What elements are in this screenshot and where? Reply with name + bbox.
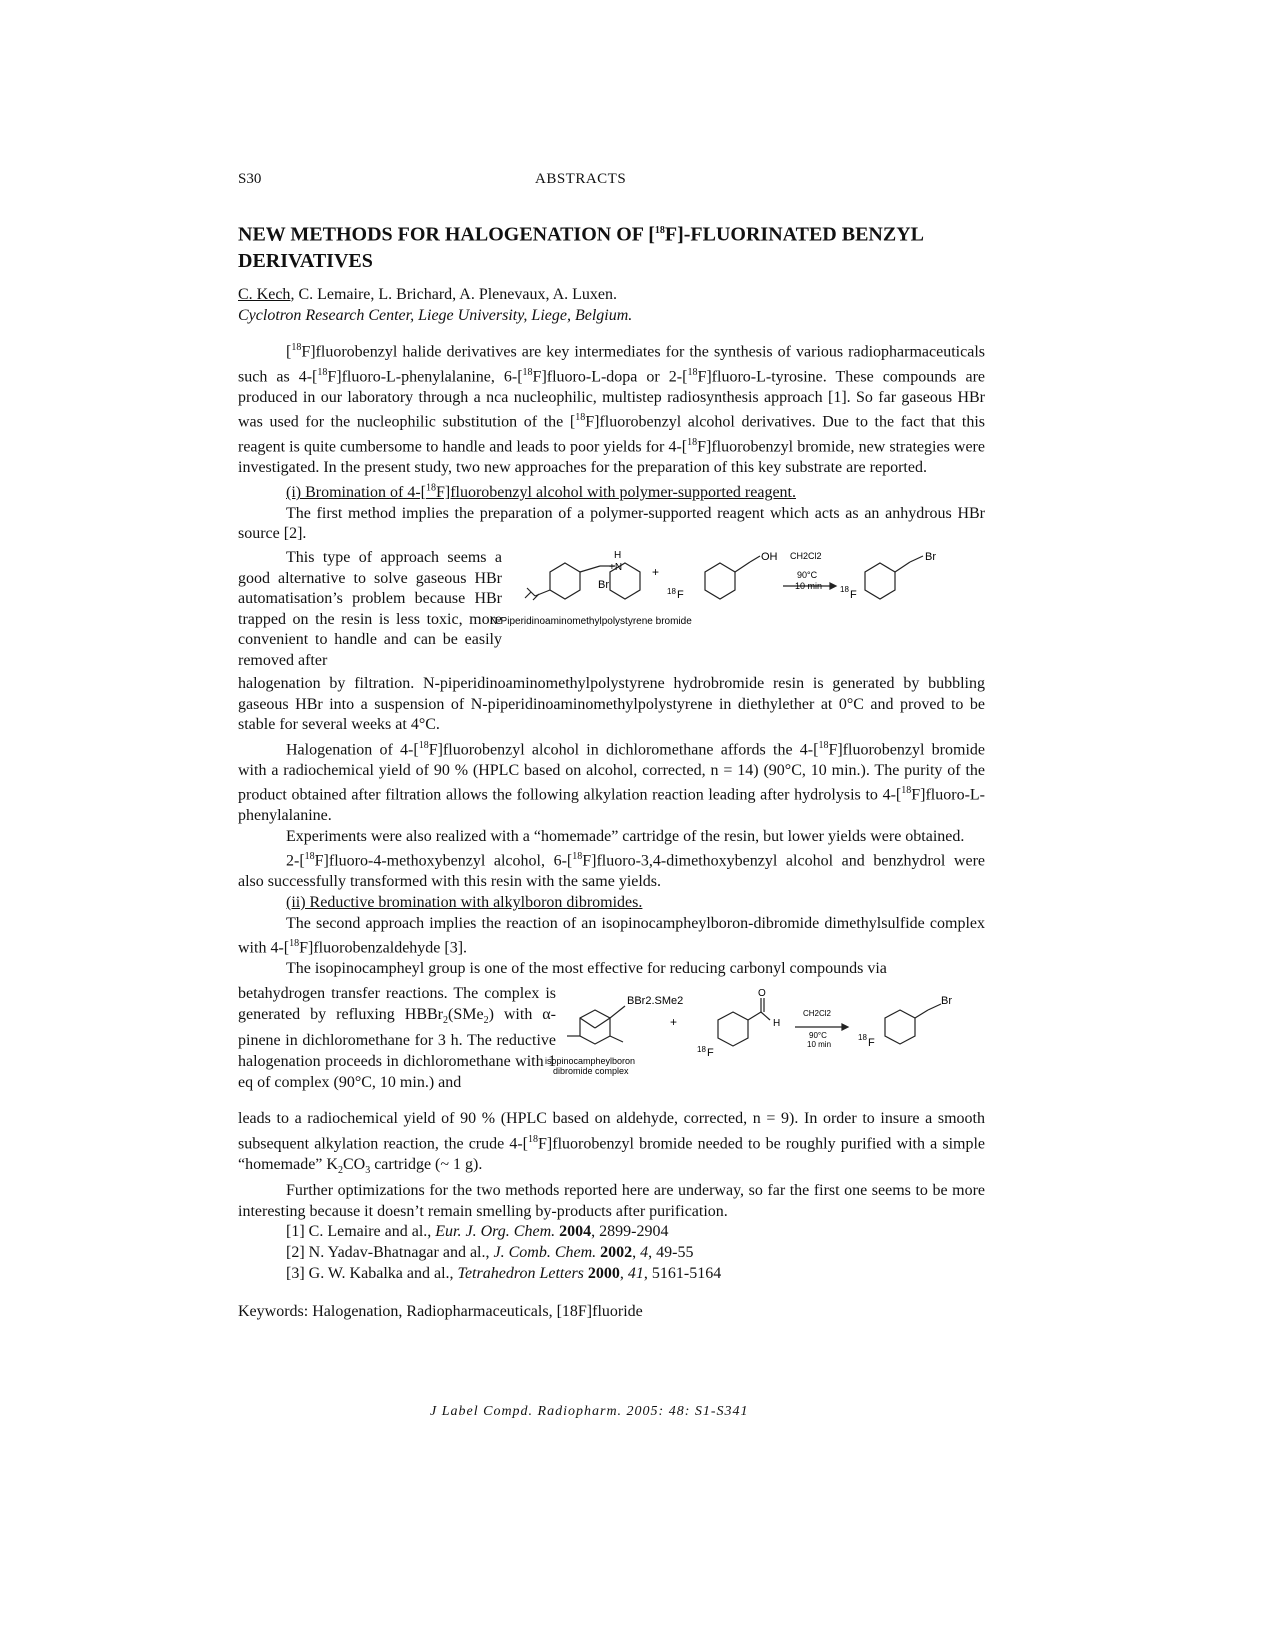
- paragraph-method1: The first method implies the preparation of a polymer-supported reagent which acts as an anhydrous HBr source [2].: [238, 504, 985, 543]
- pinene-ring: [580, 1010, 610, 1044]
- running-head: ABSTRACTS: [535, 171, 627, 187]
- svg-text:H: H: [614, 550, 622, 561]
- page-number: S30: [238, 171, 262, 187]
- svg-text:+: +: [670, 1015, 678, 1029]
- svg-text:Br: Br: [925, 551, 936, 563]
- svg-text:O: O: [758, 988, 766, 999]
- benzene-ring-resin: [550, 563, 580, 599]
- body-block-3: leads to a radiochemical yield of 90 % (HPLC based on aldehyde, corrected, n = 9). In order to insure a smooth subsequent alkylation reaction, the crude 4-[$^{18}$F]fluorobenzyl bromide needed to be roughly purified with a simple “homemade” $K_2CO_3$ cartridge (~ 1 g). Further optimizations for the two methods reported here are underway, so far the first one seems to be more interesting because it doesn’t remain smelling by-products after purification. [1] C. Lemaire and al., Eur. J. Org. Chem. 2004, 2899-2904 [2] N. Yadav-Bhatnagar and al., J. Comb. Chem. 2002, 4, 49-55 [3] G. W. Kabalka and al., Tetrahedron Letters 2000, 41, 5161-5164: [238, 1109, 985, 1284]
- scheme2-caption-1: isopinocampheylboron: [545, 1056, 636, 1066]
- svg-text:90°C: 90°C: [797, 570, 818, 580]
- body-block-2: halogenation by filtration. N-piperidinoaminomethylpolystyrene hydrobromide resin is generated by bubbling gaseous HBr into a suspension of N-piperidinoaminomethylpolystyrene in diethylether at 0°C and proved to be stable for several weeks at 4°C. Halogenation of 4-[$^{18}$F]fluorobenzyl alcohol in dichloromethane affords the 4-[$^{18}$F]fluorobenzyl bromide with a radiochemical yield of 90 % (HPLC based on alcohol, corrected, n = 14) (90°C, 10 min.). The purity of the product obtained after filtration allows the following alkylation reaction leading after hydrolysis to 4-[$^{18}$F]fluoro-L-phenylalanine. Experiments were also realized with a “homemade” cartridge of the resin, but lower yields were obtained. 2-[$^{18}$F]fluoro-4-methoxybenzyl alcohol, 6-[$^{18}$F]fluoro-3,4-dimethoxybenzyl alcohol and benzhydrol were also successfully transformed with this resin with the same yields. (ii) Reductive bromination with alkylboron dibromides. The second approach implies the reaction of an isopinocampheylboron-dibromide dimethylsulfide complex with 4-[$^{18}$F]fluorobenzaldehyde [3]. The isopinocampheyl group is one of the most effective for reducing carbonyl compounds via: [238, 675, 986, 978]
- benzene-ring-alcohol: [705, 563, 735, 599]
- scheme1-caption: N-Piperidinoaminomethylpolystyrene bromide: [490, 616, 692, 627]
- svg-text:F: F: [677, 589, 684, 601]
- svg-text:F: F: [868, 1037, 875, 1049]
- svg-text:Br: Br: [941, 995, 952, 1007]
- reaction-scheme-2: [545, 988, 985, 1077]
- reference-2: [2] N. Yadav-Bhatnagar and al., J. Comb. Chem. 2002, 4, 49-55: [286, 1244, 694, 1262]
- presenting-author: C. Kech: [238, 286, 291, 303]
- svg-text:H: H: [773, 1018, 781, 1029]
- reference-3: [3] G. W. Kabalka and al., Tetrahedron Letters 2000, 41, 5161-5164: [286, 1264, 722, 1282]
- wrapped-paragraph-1: This type of approach seems a good alternative to solve gaseous HBr automatisation’s problem because HBr trapped on the resin is less toxic, more convenient to handle and can be easily removed after: [238, 549, 502, 669]
- svg-text:10 min: 10 min: [807, 1040, 832, 1049]
- journal-footer: J Label Compd. Radiopharm. 2005: 48: S1-S341: [430, 1404, 749, 1419]
- svg-text:F: F: [850, 589, 857, 601]
- benzene-ring-product: [865, 563, 895, 599]
- svg-text:18: 18: [667, 587, 676, 596]
- svg-text:18: 18: [697, 1045, 706, 1054]
- body-block-1: [238, 338, 985, 545]
- affiliation: Cyclotron Research Center, Liege University, Liege, Belgium.: [238, 307, 633, 324]
- author-list: C. Kech, C. Lemaire, L. Brichard, A. Plenevaux, A. Luxen.: [238, 286, 618, 303]
- svg-text:90°C: 90°C: [809, 1031, 827, 1040]
- abstract-title: NEW METHODS FOR HALOGENATION OF [$^{18}$F]-FLUORINATED BENZYL DERIVATIVES: [238, 223, 923, 272]
- svg-text:OH: OH: [761, 551, 778, 563]
- paragraph-intro: [$^{18}$F]fluorobenzyl halide derivatives are key intermediates for the synthesis of various radiopharmaceuticals such as 4-[$^{18}$F]fluoro-L-phenylalanine, 6-[$^{18}$F]fluoro-L-dopa or 2-[$^{18}$F]fluoro-L-tyrosine. These compounds are produced in our laboratory through a nca nucleophilic, multistep radiosynthesis approach [1]. So far gaseous HBr was used for the nucleophilic substitution of the [$^{18}$F]fluorobenzyl alcohol derivatives. Due to the fact that this reagent is quite cumbersome to handle and leads to poor yields for 4-[$^{18}$F]fluorobenzyl bromide, new strategies were investigated. In the present study, two new approaches for the preparation of this key substrate are reported.: [238, 342, 986, 477]
- svg-text:F: F: [707, 1047, 714, 1059]
- wrapped-paragraph-2: betahydrogen transfer reactions. The complex is generated by refluxing HBBr$_2$(SMe$_2$) with α-pinene in dichloromethane for 3 h. The reductive halogenation proceeds in dichloromethane with 1 eq of complex (90°C, 10 min.) and: [238, 985, 557, 1091]
- svg-text:CH2Cl2: CH2Cl2: [803, 1009, 832, 1018]
- svg-text:CH2Cl2: CH2Cl2: [790, 551, 822, 561]
- section-heading-2: (ii) Reductive bromination with alkylboron dibromides.: [286, 893, 643, 911]
- svg-text:BBr2.SMe2: BBr2.SMe2: [627, 995, 684, 1007]
- svg-text:Br: Br: [598, 579, 609, 591]
- polymer-bond-squiggle: [525, 588, 539, 600]
- svg-text:+N: +N: [609, 562, 623, 573]
- keywords: Keywords: Halogenation, Radiopharmaceuticals, [18F]fluoride: [238, 1303, 643, 1320]
- reference-1: [1] C. Lemaire and al., Eur. J. Org. Chem. 2004, 2899-2904: [286, 1223, 669, 1241]
- scheme2-caption-2: dibromide complex: [553, 1066, 629, 1076]
- svg-text:10 min: 10 min: [795, 581, 823, 591]
- reaction-scheme-1: [490, 548, 975, 633]
- benzene-ring-product-2: [885, 1010, 915, 1044]
- svg-text:+: +: [652, 565, 660, 579]
- svg-text:18: 18: [840, 585, 849, 594]
- svg-text:18: 18: [858, 1033, 867, 1042]
- section-heading-1: (i) Bromination of 4-[$^{18}$F]fluorobenzyl alcohol with polymer-supported reagent.: [286, 482, 796, 502]
- benzene-ring-aldehyde: [718, 1012, 748, 1046]
